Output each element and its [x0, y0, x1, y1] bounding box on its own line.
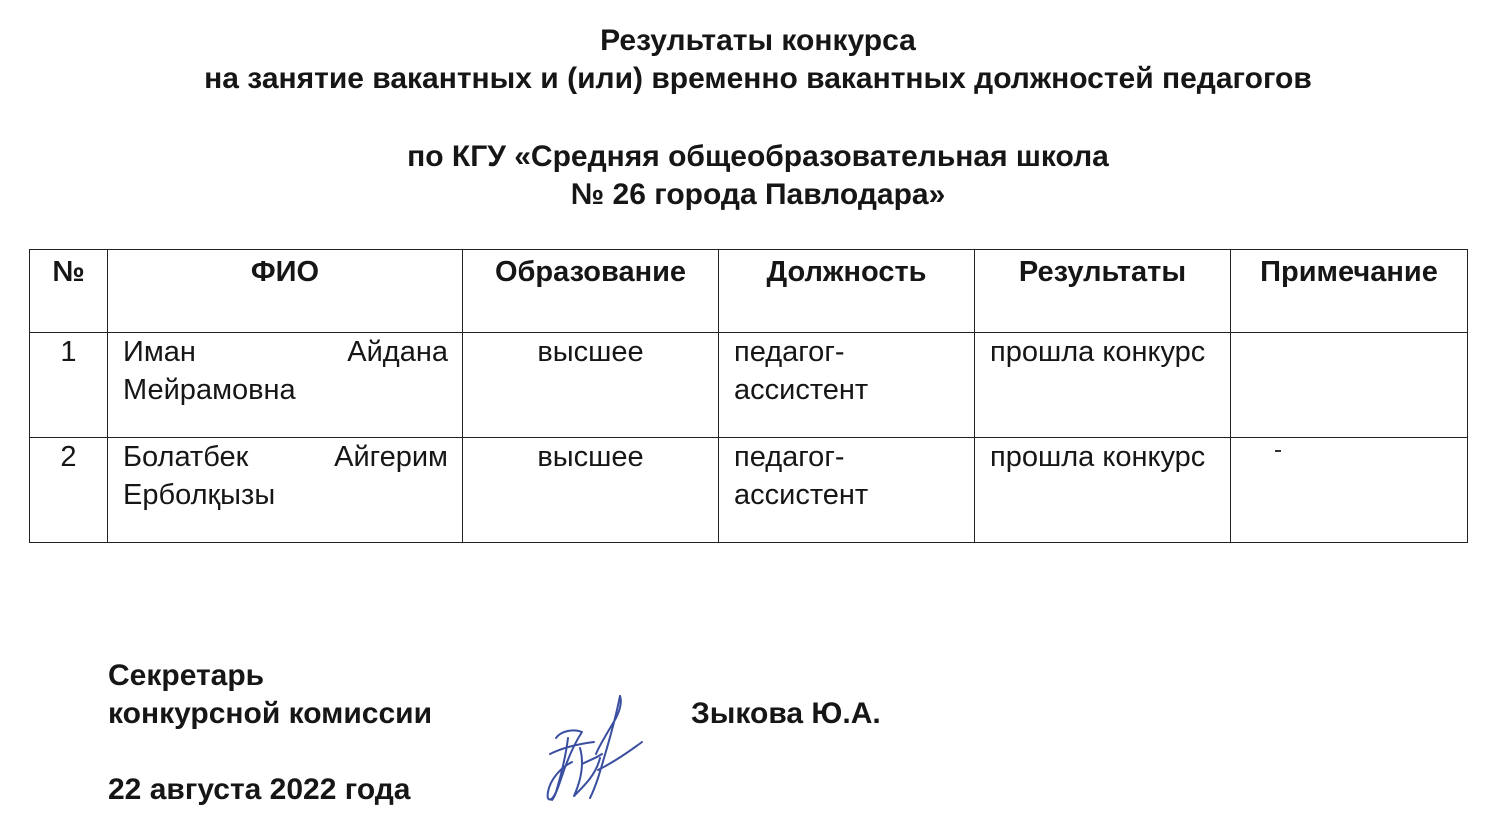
column-header-results: Результаты [975, 250, 1231, 333]
column-header-education: Образование [463, 250, 719, 333]
commission-label: конкурсной комиссии [108, 697, 433, 730]
results-table [29, 249, 1468, 543]
signature-icon [538, 692, 648, 807]
document-date: 22 августа 2022 года [108, 773, 411, 806]
cell-fio: Болатбек Айгерим Ерболқызы [108, 438, 463, 543]
cell-number: 2 [30, 438, 108, 543]
table-row [30, 333, 1468, 438]
document-subtitle: на занятие вакантных и (или) временно вакантных должностей педагогов [204, 62, 1312, 95]
column-header-note: Примечание [1231, 250, 1468, 333]
stray-mark [1275, 450, 1281, 452]
cell-result: прошла конкурс [975, 438, 1231, 543]
cell-education: высшее [463, 438, 719, 543]
column-header-fio: ФИО [108, 250, 463, 333]
document-title: Результаты конкурса [600, 24, 916, 57]
secretary-label: Секретарь [108, 659, 265, 692]
cell-note [1231, 438, 1468, 543]
organization-line-1: по КГУ «Средняя общеобразовательная школа [407, 140, 1109, 173]
cell-result: прошла конкурс [975, 333, 1231, 438]
secretary-name: Зыкова Ю.А. [691, 697, 881, 730]
cell-education: высшее [463, 333, 719, 438]
table-header-row [30, 250, 1468, 333]
cell-position: педагог-ассистент [719, 438, 975, 543]
cell-fio: Иман Айдана Мейрамовна [108, 333, 463, 438]
cell-position: педагог-ассистент [719, 333, 975, 438]
column-header-position: Должность [719, 250, 975, 333]
table-row [30, 438, 1468, 543]
column-header-number: № [30, 250, 108, 333]
cell-number: 1 [30, 333, 108, 438]
cell-note [1231, 333, 1468, 438]
organization-line-2: № 26 города Павлодара» [570, 178, 946, 211]
